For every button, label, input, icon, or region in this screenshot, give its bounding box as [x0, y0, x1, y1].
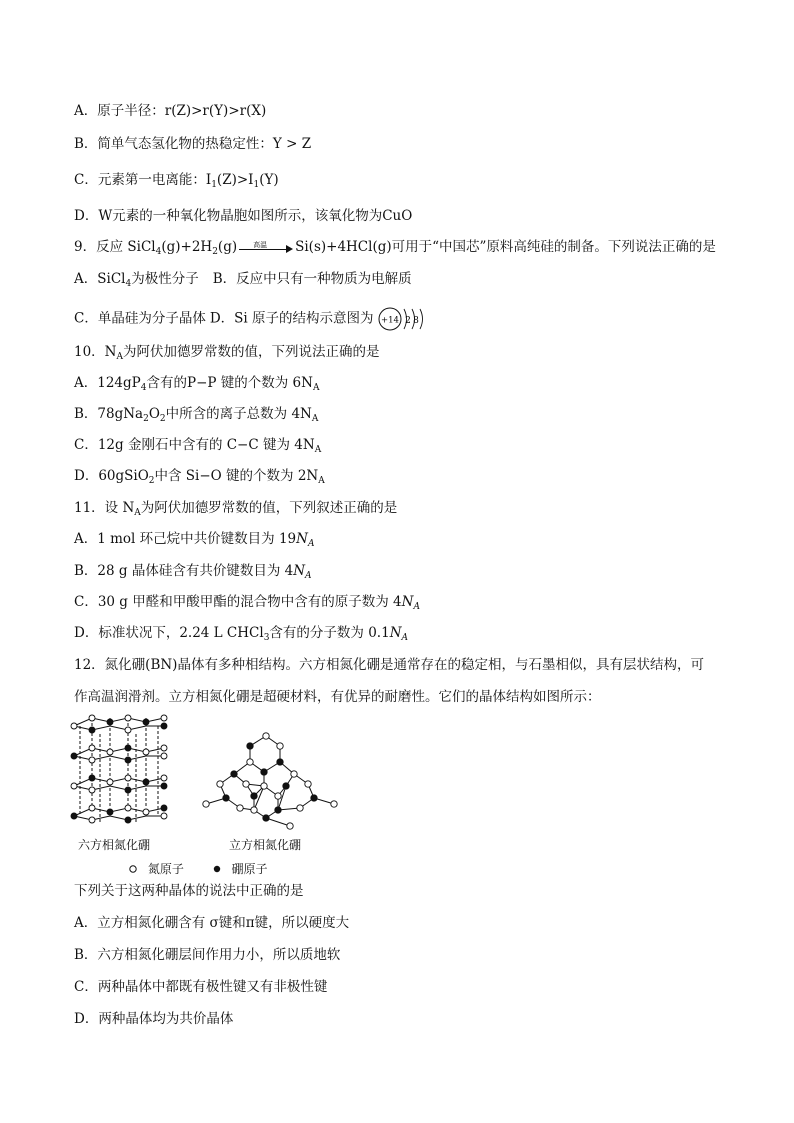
option-text: D．Si 原子的结构示意图为	[209, 310, 374, 327]
q12-prompt	[74, 882, 304, 900]
subscript: A	[413, 602, 420, 612]
option-text: C．12g 金刚石中含有的 C−C 键为 4N	[74, 437, 315, 453]
q8-option-d	[74, 207, 412, 225]
boron-atom-icon	[212, 864, 222, 874]
subscript: A	[307, 539, 315, 549]
q8-option-b	[74, 135, 311, 153]
subscript: 1	[253, 180, 260, 190]
legend	[128, 860, 268, 877]
subscript: 2	[148, 476, 155, 486]
option-text: 中所含的离子总数为 4N	[165, 406, 312, 422]
stem-text: 12．氮化硼(BN)晶体有多种相结构。六方相氮化硼是通常存在的稳定相，与石墨相似，具有层状结构，可	[74, 657, 704, 673]
legend-boron-label: 硼原子	[231, 862, 268, 876]
option-text: A．1 mol 环己烷中共价键数目为 19	[74, 531, 297, 547]
option-text: A．立方相氮化硼含有 σ键和π键，所以硬度大	[74, 915, 350, 931]
subscript: A	[318, 476, 325, 486]
stem-text: 10．N	[74, 344, 117, 360]
stem-text: 9．反应 SiCl	[74, 239, 156, 255]
stem-text: (g)	[217, 239, 238, 255]
subscript: 2	[212, 247, 218, 257]
q11-option-d	[74, 624, 408, 647]
q10-option-d	[74, 467, 325, 490]
subscript: 4	[155, 247, 162, 257]
q12-option-a	[74, 914, 349, 932]
formula: N	[401, 594, 414, 610]
option-text: 含有的分子数为 0.1	[269, 625, 390, 641]
formula: (Z)>	[216, 172, 249, 188]
formula: I	[205, 172, 212, 188]
legend-nitrogen-label: 氮原子	[147, 862, 184, 876]
option-text: A．原子半径：	[74, 103, 165, 119]
q12-stem-line-1	[74, 656, 704, 674]
option-text: D．W元素的一种氧化物晶胞如图所示，该氧化物为	[74, 208, 383, 224]
option-text: 中含 Si−O 键的个数为 2N	[154, 468, 319, 484]
q12-stem-line-2	[74, 688, 601, 706]
q9-options-cd	[74, 306, 430, 332]
cubic-bn-structure-figure	[196, 722, 342, 832]
hexagonal-bn-structure-figure	[70, 712, 170, 834]
formula: N	[389, 625, 402, 641]
shell-electrons-1: 2	[404, 316, 411, 326]
subscript: 1	[211, 180, 217, 190]
q11-stem	[74, 499, 397, 522]
formula: (Y)	[259, 172, 279, 188]
reaction-arrow	[239, 242, 293, 254]
reaction-condition: 高温	[253, 240, 268, 249]
stem-text: 11．设 N	[74, 500, 135, 516]
cubic-bn-caption: 立方相氮化硼	[229, 838, 302, 852]
option-text: D．两种晶体均为共价晶体	[74, 1011, 234, 1027]
q9-stem	[74, 238, 716, 261]
formula: I	[248, 172, 254, 188]
stem-text: 为阿伏加德罗常数的值，下列说法正确的是	[123, 344, 380, 360]
option-text: C．元素第一电离能：	[74, 172, 206, 188]
q12-option-d	[74, 1010, 233, 1028]
subscript: A	[314, 445, 322, 455]
q11-option-b	[74, 562, 312, 585]
option-text: B．28 g 晶体硅含有共价键数目为 4	[74, 563, 294, 579]
subscript: A	[134, 508, 141, 518]
nucleus-charge: +14	[380, 315, 399, 326]
option-text: 为极性分子	[131, 271, 199, 287]
q8-option-a	[74, 102, 266, 120]
subscript: 4	[125, 279, 132, 289]
option-text: B．六方相氮化硼层间作用力小，所以质地软	[74, 947, 341, 963]
stem-text: 为阿伏加德罗常数的值，下列叙述正确的是	[140, 500, 398, 516]
subscript: 3	[263, 633, 270, 643]
q12-option-c	[74, 978, 327, 996]
subscript: 2	[159, 414, 166, 424]
q10-option-c	[74, 436, 321, 459]
option-text: C．单晶硅为分子晶体	[74, 310, 206, 327]
shell-electrons-2: 8	[412, 316, 419, 326]
stem-text: 下列关于这两种晶体的说法中正确的是	[74, 883, 304, 899]
option-text: B．简单气态氢化物的热稳定性：Y > Z	[74, 136, 312, 152]
q12-option-b	[74, 946, 340, 964]
subscript: 2	[143, 414, 149, 424]
stem-text: (g)+2H	[161, 239, 213, 255]
q8-option-c	[74, 171, 279, 194]
option-text: B．反应中只有一种物质为电解质	[212, 271, 412, 287]
option-text: D．标准状况下，2.24 L CHCl	[74, 625, 264, 641]
formula: N	[293, 563, 306, 579]
subscript: A	[312, 383, 320, 393]
q11-option-a	[74, 530, 314, 553]
option-text: C．两种晶体中都既有极性键又有非极性键	[74, 979, 328, 995]
subscript: A	[116, 352, 123, 362]
option-text: A．SiCl	[74, 271, 126, 287]
nitrogen-atom-icon	[128, 864, 138, 874]
formula: r(Z)>r(Y)>r(X)	[164, 103, 267, 119]
option-text: A．124gP	[74, 375, 141, 391]
q10-option-b	[74, 405, 318, 428]
option-text: C．30 g 甲醛和甲酸甲酯的混合物中含有的原子数为 4	[74, 594, 402, 610]
option-text: 含有的P−P 键的个数为 6N	[146, 375, 313, 391]
q11-option-c	[74, 593, 420, 616]
hexagonal-bn-caption: 六方相氮化硼	[78, 838, 151, 852]
subscript: A	[401, 633, 408, 643]
subscript: A	[305, 571, 312, 581]
formula: N	[296, 531, 308, 547]
stem-text: 作高温润滑剂。立方相氮化硼是超硬材料，有优异的耐磨性。它们的晶体结构如图所示：	[74, 689, 601, 705]
si-atom-structure-diagram	[378, 306, 430, 332]
q10-option-a	[74, 374, 319, 397]
q10-stem	[74, 343, 380, 366]
stem-text: Si(s)+4HCl(g)可用于“中国芯”原料高纯硅的制备。下列说法正确的是	[295, 239, 716, 255]
option-text: O	[148, 406, 160, 422]
subscript: 4	[140, 383, 147, 393]
formula: CuO	[382, 208, 413, 224]
q9-options-ab	[74, 270, 412, 293]
option-text: D．60gSiO	[74, 468, 149, 484]
subscript: A	[311, 414, 319, 424]
option-text: B．78gNa	[74, 406, 144, 422]
